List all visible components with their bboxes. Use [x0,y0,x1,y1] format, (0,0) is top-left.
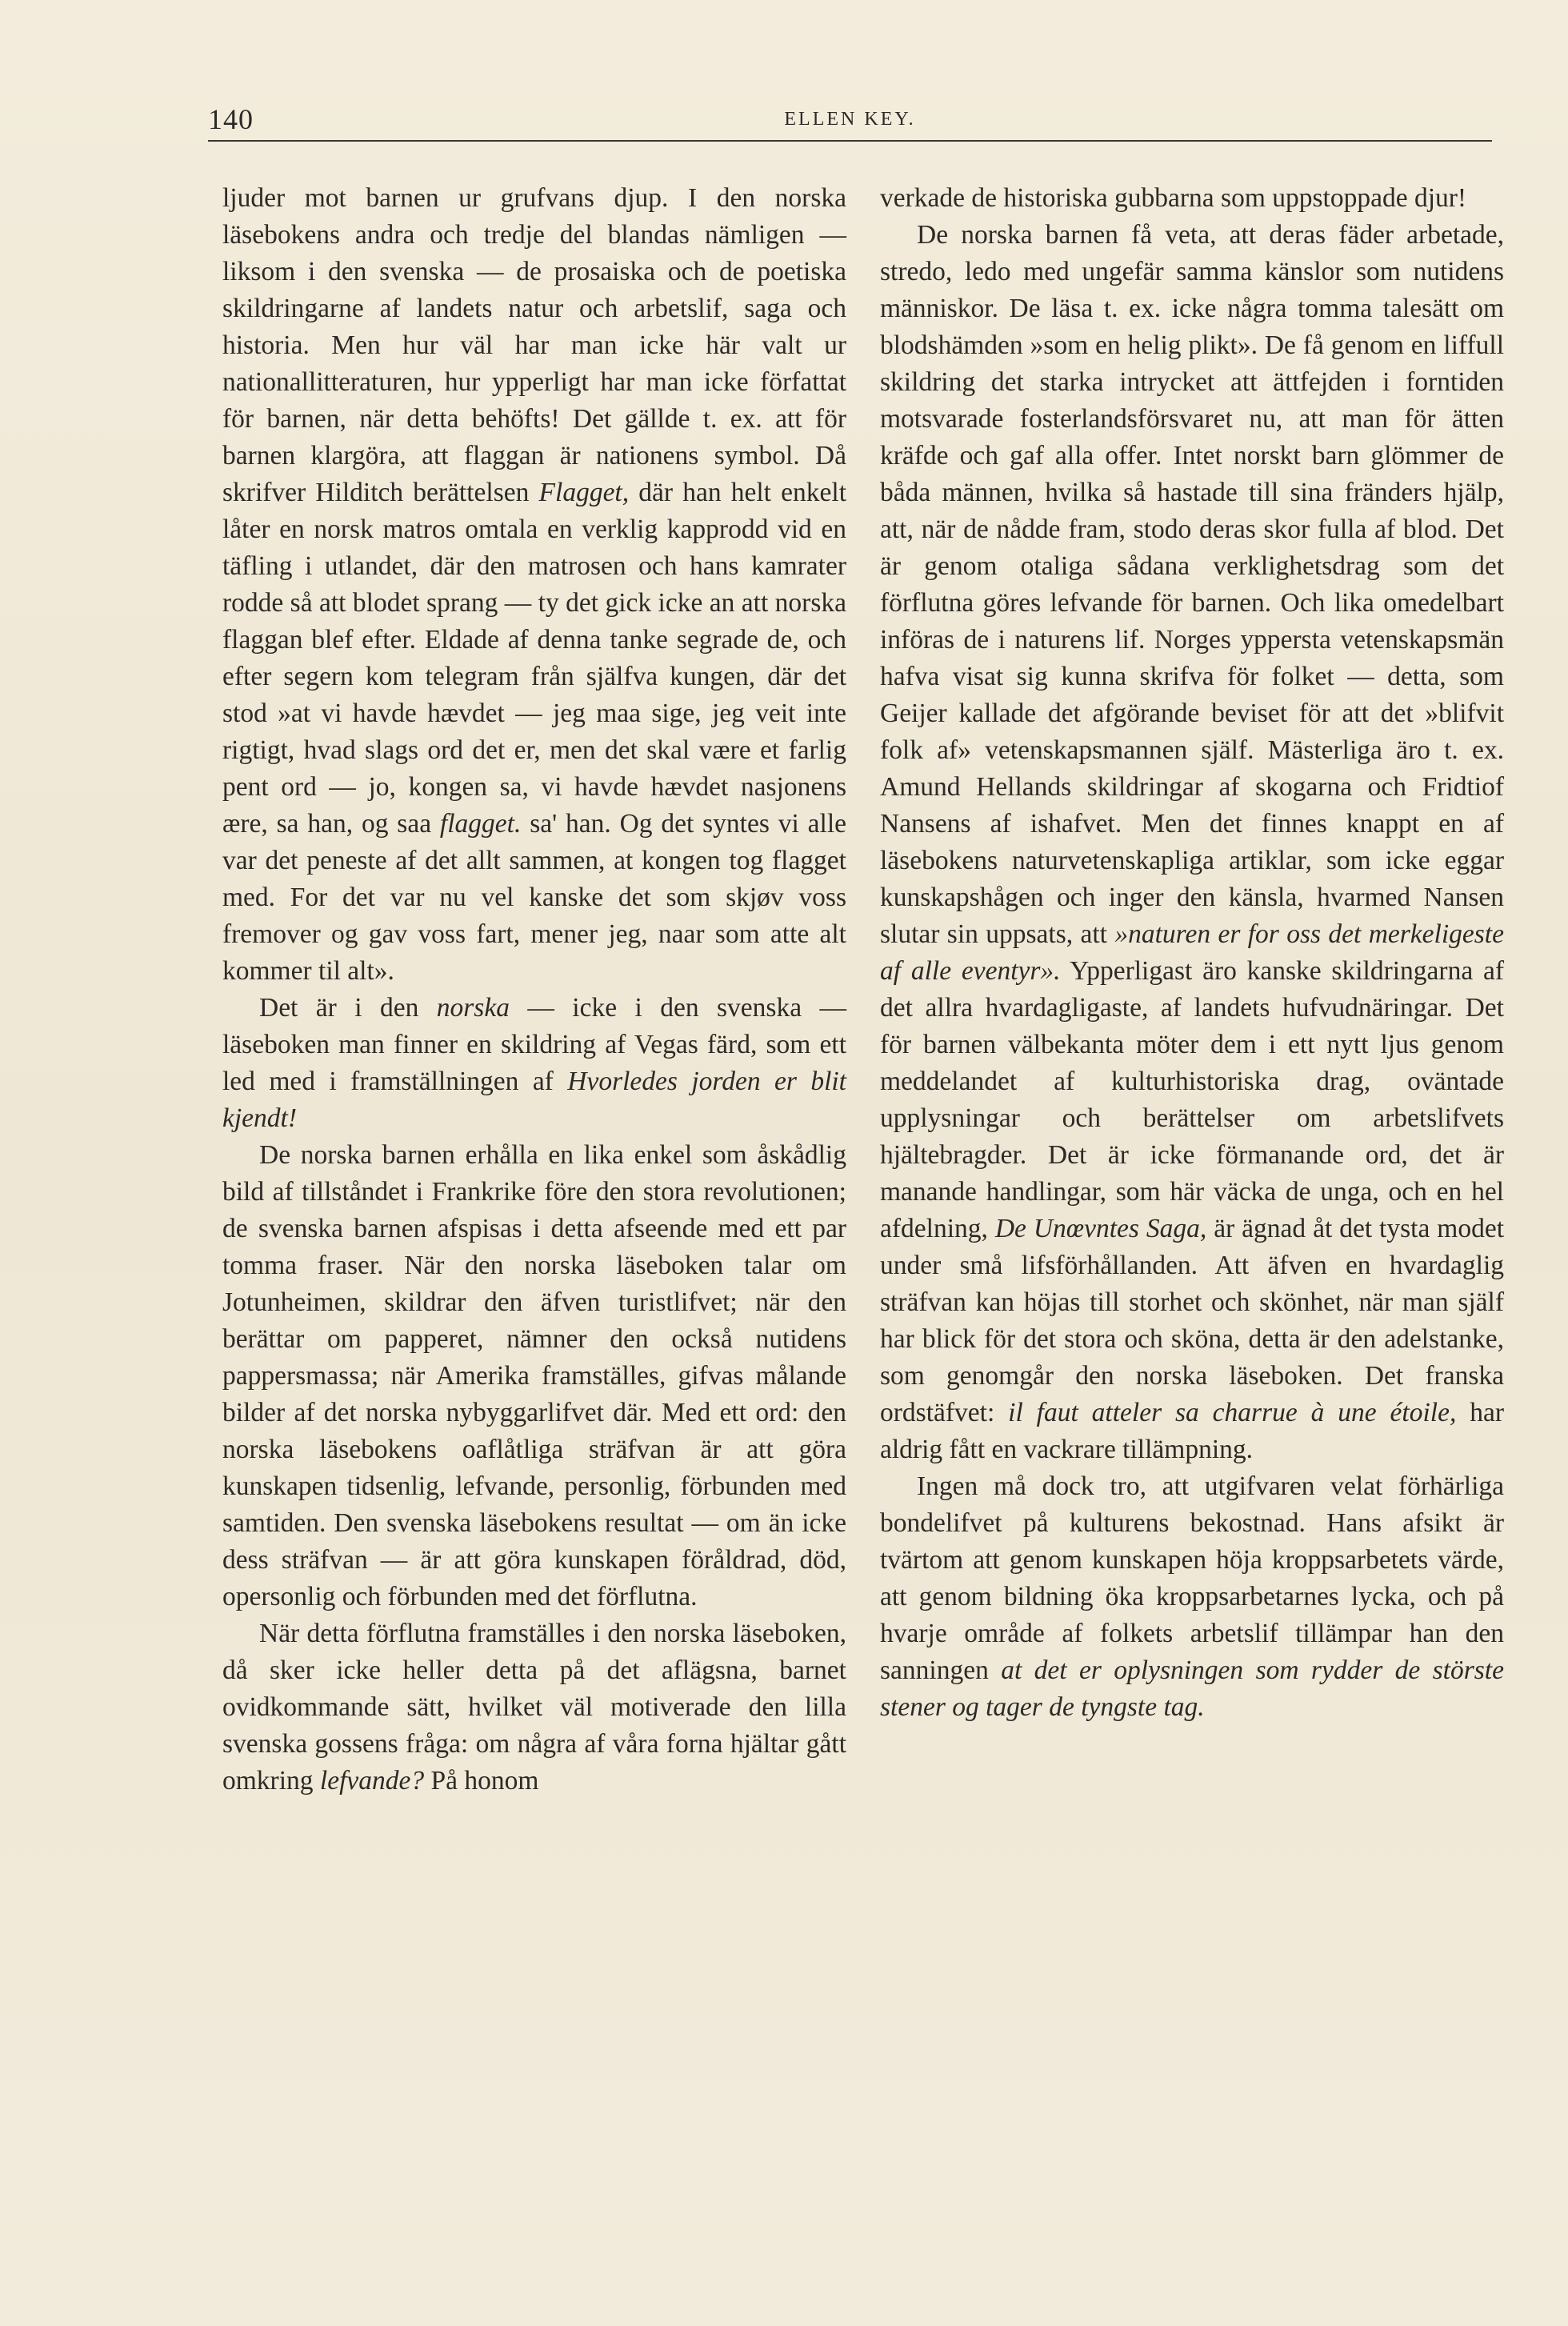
header-rule [208,140,1492,142]
italic-text: lefvande? [319,1766,425,1796]
italic-text: »naturen er for oss det merkeligeste af alle eventyr». [880,919,1504,986]
running-head: ELLEN KEY. [784,109,916,130]
italic-text: Flagget, [538,478,630,507]
text-run: — icke i den svenska — läseboken man finner en skildring af Vegas färd, som ett led med i framställningen af [222,993,846,1096]
text-run: De norska barnen få veta, att deras fäder arbetade, stredo, ledo med ungefär samma känslor som nutidens människor. De läsa t. ex. icke några tomma talesätt om blodshämden »som en helig plikt». De få genom en liffull skildring det starka intrycket att ättfejden i forntiden motsvarade fosterlandsförsvaret nu, att man för ätten kräfde och gaf alla offer. Intet norskt barn glömmer de båda männen, hvilka så hastade till sina fränders hjälp, att, när de nådde fram, stodo deras skor fulla af blod. Det är genom otaliga sådana verklighetsdrag som det förflutna göres lefvande för barnen. Och lika omedelbart införas de i naturens lif. Norges yppersta vetenskapsmän hafva visat sig kunna skrifva för folket — detta, som Geijer kallade det afgörande beviset för att det »blifvit folk af» vetenskapsmannen själf. Mästerliga äro t. ex. Amund Hellands skildringar af skogarna och Fridtiof Nansens af ishafvet. Men det finnes knappt en af läsebokens naturvetenskapliga artiklar, som icke eggar kunskapshågen och inger den känsla, hvarmed Nansen slutar sin uppsats, att [880,220,1504,949]
italic-text: flagget. [439,809,522,839]
paragraph [222,990,846,1137]
text-run: ljuder mot barnen ur grufvans djup. I den norska läsebokens andra och tredje del blandas nämligen — liksom i den svenska — de prosaiska och de poetiska skildringarne af landets natur och arbetslif, saga och historia. Men hur väl har man icke här valt ur nationallitteraturen, hur ypperligt har man icke författat för barnen, när detta behöfts! Det gällde t. ex. att för barnen klargöra, att flaggan är nationens symbol. Då skrifver Hilditch berättelsen [222,183,846,507]
text-run: där han helt enkelt låter en norsk matros omtala en verklig kapprodd vid en täfling i utlandet, där den matrosen och hans kamrater rodde så att blodet sprang — ty det gick icke an att norska flaggan blef efter. Eldade af denna tanke segrade de, och efter segern kom telegram från själfva kungen, där det stod »at vi havde hævdet — jeg maa sige, jeg veit inte rigtigt, hvad slags ord det er, men det skal være et farlig pent ord — jo, kongen sa, vi havde hævdet nasjonens ære, sa han, og saa [222,478,846,839]
text-run: Ingen må dock tro, att utgifvaren velat förhärliga bondelifvet på kulturens bekostnad. Hans afsikt är tvärtom att genom kunskapen höja kroppsarbetets värde, att genom bildning öka kroppsarbetarnes lycka, och på hvarje område af folkets arbetslif tillämpar han den sanningen [880,1471,1504,1685]
italic-text: Hvorledes jorden er blit kjendt! [222,1067,846,1133]
paragraph [880,1468,1504,1726]
italic-text: at det er oplysningen som rydder de störste stener og tager de tyngste tag. [880,1655,1504,1722]
text-run: verkade de historiska gubbarna som uppstoppade djur! [880,183,1467,213]
page-header [208,102,1492,142]
text-run: De norska barnen erhålla en lika enkel som åskådlig bild af tillståndet i Frankrike före den stora revolutionen; de svenska barnen afspisas i detta afseende med ett par tomma fraser. När den norska läseboken talar om Jotunheimen, skildrar den äfven turistlifvet; när den berättar om papperet, nämner den också nutidens pappersmassa; när Amerika framställes, gifvas målande bilder af det norska nybyggarlifvet där. Med ett ord: den norska läsebokens oaflåtliga sträfvan är att göra kunskapen tidsenlig, lefvande, personlig, förbunden med samtiden. Den svenska läsebokens resultat — om än icke dess sträfvan — är att göra kunskapen föråldrad, död, opersonlig och förbunden med det förflutna. [222,1140,846,1611]
paragraph [222,1615,846,1800]
text-run: Ypperligast äro kanske skildringarna af det allra hvardagligaste, af landets hufvudnäringar. Det för barnen välbekanta möter dem i ett nytt ljus genom meddelandet af kulturhistoriska drag, oväntade upplysningar och berättelser om arbetslifvets hjältebragder. Det är icke förmanande ord, det är manande handlingar, som här väcka de unga, och en hel afdelning, [880,956,1504,1243]
text-run: När detta förflutna framställes i den norska läseboken, då sker icke heller detta på det aflägsna, barnet ovidkommande sätt, hvilket väl motiverade den lilla svenska gossens fråga: om några af våra forna hjältar gått omkring [222,1619,846,1796]
italic-text: il faut atteler sa charrue à une étoile, [1008,1398,1457,1427]
paragraph [880,180,1504,217]
text-run: Det är i den [259,993,437,1023]
text-run: har aldrig fått en vackrare tillämpning. [880,1398,1504,1464]
paragraph [222,180,846,990]
left-column [222,180,846,1800]
paragraph [222,1137,846,1615]
text-run: sa' han. Og det syntes vi alle var det peneste af det allt sammen, at kongen tog flagget med. For det var nu vel kanske det som skjøv voss fremover og gav voss fart, mener jeg, naar som atte alt kommer til alt». [222,809,847,986]
italic-text: De Unœvntes Saga, [994,1214,1207,1243]
right-column [880,180,1504,1726]
italic-text: norska [436,993,510,1023]
paragraph [880,217,1504,1468]
text-run: är ägnad åt det tysta modet under små lifsförhållanden. Att äfven en hvardaglig sträfvan kan höjas till storhet och skönhet, när man själf har blick för det stora och sköna, detta är den adelstanke, som genomgår den norska läseboken. Det franska ordstäfvet: [880,1214,1504,1427]
text-run: På honom [424,1766,539,1796]
page-number: 140 [208,103,254,135]
